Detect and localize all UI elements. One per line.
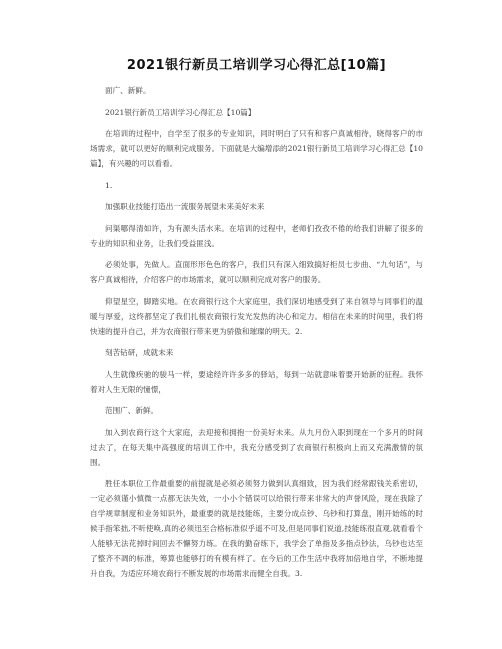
paragraph-body: 人生就像疾驰的骏马一样，要途经许许多多的驿站，每到一站就意味着要开始新的征程。我怀着对人生无限的憧憬， bbox=[90, 369, 423, 394]
document-title: 2021银行新员工培训学习心得汇总[10篇] bbox=[126, 58, 387, 73]
paragraph-body: 胜任本职位工作最重要的前提就是必须必须努力做到认真细致，因为我们经常跟钱关系密切，一定必须谨小慎微一点都无法失效，一小小个错误可以给银行带来非常大的声誉风险，现在我除了自学规章制度和业务知识外，最重要的就是技能练，主要分成点钞、乌钞和打算盘，刚开始练的时候手指笨拙,不听使唤,真的必须迅至合格标准似乎遥不可及,但是同事们说道,技能练很直观,就看看个人能够无法花掉时间回去不懈努力练。在我的勤奋练下，我学会了单指及多指点钞法，乌钞也达至了整齐不凋的标准，筹算也能够打的有模有样了。在今后的工作生活中我将加倍地自学，不断地提升自我，为适应环境农商行不断发展的市场需求而健全自我。3. bbox=[90, 479, 423, 578]
section-number-1: 1. bbox=[105, 180, 113, 190]
paragraph-body: 必须处事，先做人。直面形形色色的客户，我们只有深入细致搞好柜员七步曲、“九句话”，与客户真诚相待，介绍客户的市场需求，就可以顺利完成对客户的服务。 bbox=[90, 260, 423, 284]
paragraph-intro-fragment: 面广、新鲜。 bbox=[105, 86, 151, 95]
document-page bbox=[90, 54, 423, 588]
paragraph-subtitle: 2021银行新员工培训学习心得汇总【10篇】 bbox=[105, 107, 256, 117]
paragraph-body: 仰望星空，脚踏实地。在农商银行这个大家庭里，我们深切地感受到了来自领导与同事们的温暖与厚爱，这终都坚定了我们扎根农商银行发光发热的决心和定力。相信在未来的时间里，我们将快速的提升自己，并为农商银行带来更为骄傲和璀璨的明天。2. bbox=[90, 296, 423, 336]
paragraph-body: 问渠哪得清如许，为有源头活水来。在培训的过程中，老师们孜孜不倦的给我们讲解了很多的专业的知识和业务，让我们受益匪浅。 bbox=[90, 223, 423, 248]
section-heading-2: 刻苦钻研，成就未来 bbox=[105, 348, 174, 357]
section-heading-1: 加强职业技能打造出一流服务展望未来美好未来 bbox=[105, 202, 265, 211]
paragraph-introduction: 在培训的过程中，自学至了很多的专业知识，同时明白了只有和客户真诚相待，晓得客户的市场需求，就可以更好的顺利完成服务。下面就是大编增添的2021银行新员工培训学习心得汇总【10篇】，有兴趣的可以看看。 bbox=[90, 129, 423, 168]
paragraph-body: 加入到农商行这个大家庭，去迎接和拥抱一份美好未来。从九月份入职到现在一个多月的时间过去了，在每天集中高强度的培训工作中，我充分感受到了农商银行积极向上而又充满激情的氛围。 bbox=[90, 427, 423, 467]
paragraph-fragment: 范围广、新鲜。 bbox=[105, 406, 159, 415]
